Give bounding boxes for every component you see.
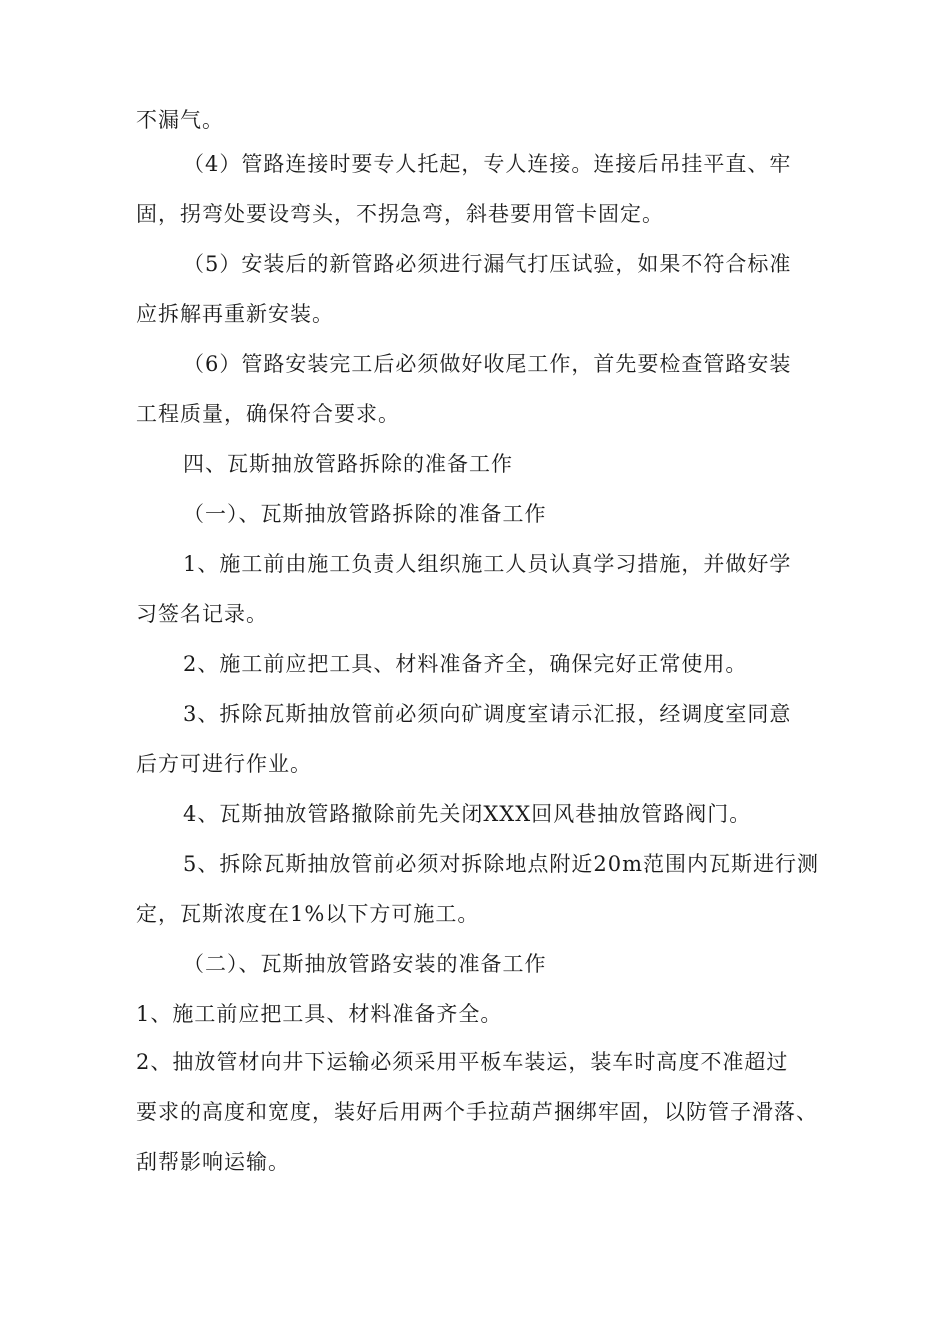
text-line-6: （6）管路安装完工后必须做好收尾工作，首先要检查管路安装 <box>183 352 792 376</box>
text-line-19: 1、施工前应把工具、材料准备齐全。 <box>136 1002 503 1026</box>
text-line-14: 后方可进行作业。 <box>136 752 312 776</box>
text-line-2: （4）管路连接时要专人托起，专人连接。连接后吊挂平直、牢 <box>183 152 792 176</box>
text-line-15: 4、瓦斯抽放管路撤除前先关闭XXX回风巷抽放管路阀门。 <box>183 802 752 826</box>
text-line-7: 工程质量，确保符合要求。 <box>136 402 400 426</box>
text-line-12: 2、施工前应把工具、材料准备齐全，确保完好正常使用。 <box>183 652 748 676</box>
text-line-11: 习签名记录。 <box>136 602 268 626</box>
section-heading: 四、瓦斯抽放管路拆除的准备工作 <box>183 452 513 476</box>
text-line-1: 不漏气。 <box>136 108 224 132</box>
text-line-17: 定，瓦斯浓度在1%以下方可施工。 <box>136 902 480 926</box>
text-line-13: 3、拆除瓦斯抽放管前必须向矿调度室请示汇报，经调度室同意 <box>183 702 792 726</box>
text-line-22: 刮帮影响运输。 <box>136 1150 290 1174</box>
text-line-10: 1、施工前由施工负责人组织施工人员认真学习措施，并做好学 <box>183 552 792 576</box>
text-line-4: （5）安装后的新管路必须进行漏气打压试验，如果不符合标准 <box>183 252 792 276</box>
subsection-heading-2: （二）、瓦斯抽放管路安装的准备工作 <box>183 952 547 976</box>
text-line-16: 5、拆除瓦斯抽放管前必须对拆除地点附近20m范围内瓦斯进行测 <box>183 852 819 876</box>
subsection-heading-1: （一）、瓦斯抽放管路拆除的准备工作 <box>183 502 547 526</box>
text-line-21: 要求的高度和宽度，装好后用两个手拉葫芦捆绑牢固，以防管子滑落、 <box>136 1100 818 1124</box>
text-line-3: 固，拐弯处要设弯头，不拐急弯，斜巷要用管卡固定。 <box>136 202 664 226</box>
text-line-5: 应拆解再重新安装。 <box>136 302 334 326</box>
text-line-20: 2、抽放管材向井下运输必须采用平板车装运，装车时高度不准超过 <box>136 1050 789 1074</box>
